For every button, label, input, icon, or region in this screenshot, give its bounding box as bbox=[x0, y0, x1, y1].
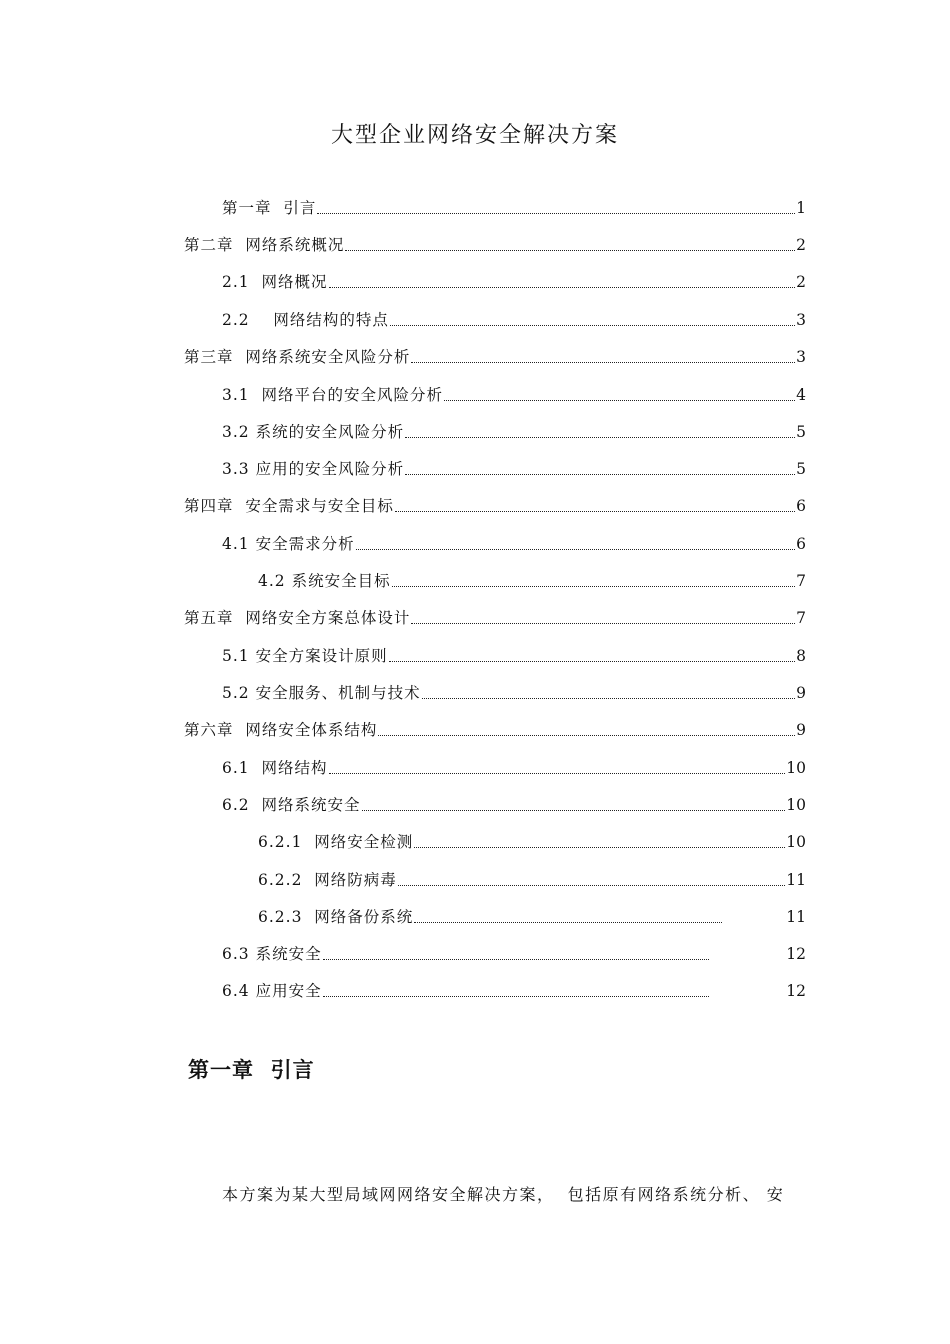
toc-dot-leader bbox=[389, 661, 796, 662]
toc-entry-label: 5.2 安全服务、机制与技术 bbox=[222, 684, 421, 702]
toc-entry-page-number: 6 bbox=[796, 535, 806, 553]
toc-entry-page-number: 12 bbox=[786, 945, 806, 963]
toc-entry-page-number: 7 bbox=[796, 609, 806, 627]
toc-dot-leader bbox=[414, 922, 722, 923]
toc-entry-label: 第三章 网络系统安全风险分析 bbox=[184, 348, 411, 366]
toc-dot-leader bbox=[323, 959, 709, 960]
toc-entry-label: 6.3 系统安全 bbox=[222, 945, 322, 963]
body-paragraph: 本方案为某大型局域网网络安全解决方案， 包括原有网络系统分析、 安 bbox=[222, 1185, 785, 1204]
toc-dot-leader bbox=[317, 213, 795, 214]
toc-entry[interactable] bbox=[184, 492, 806, 516]
toc-entry-page-number: 10 bbox=[786, 759, 806, 777]
toc-entry-page-number: 10 bbox=[786, 796, 806, 814]
toc-entry[interactable] bbox=[222, 418, 806, 442]
toc-entry-label: 6.2.2 网络防病毒 bbox=[258, 871, 397, 889]
toc-entry[interactable] bbox=[222, 381, 806, 405]
toc-entry-label: 第二章 网络系统概况 bbox=[184, 236, 345, 254]
toc-entry[interactable] bbox=[258, 903, 806, 927]
toc-dot-leader bbox=[356, 549, 796, 550]
toc-dot-leader bbox=[411, 362, 795, 363]
toc-dot-leader bbox=[444, 400, 795, 401]
toc-entry-label: 3.2 系统的安全风险分析 bbox=[222, 423, 405, 441]
toc-dot-leader bbox=[398, 885, 785, 886]
toc-dot-leader bbox=[323, 996, 709, 997]
toc-entry-page-number: 1 bbox=[796, 199, 806, 217]
toc-entry-page-number: 3 bbox=[796, 348, 806, 366]
toc-dot-leader bbox=[392, 586, 796, 587]
toc-entry-label: 5.1 安全方案设计原则 bbox=[222, 647, 388, 665]
toc-entry-label: 第六章 网络安全体系结构 bbox=[184, 721, 378, 739]
toc-dot-leader bbox=[329, 773, 786, 774]
toc-entry-label: 6.2.3 网络备份系统 bbox=[258, 908, 414, 926]
toc-dot-leader bbox=[405, 437, 795, 438]
toc-dot-leader bbox=[390, 325, 795, 326]
toc-entry[interactable] bbox=[184, 343, 806, 367]
toc-entry-page-number: 12 bbox=[786, 982, 806, 1000]
toc-entry-label: 第五章 网络安全方案总体设计 bbox=[184, 609, 411, 627]
toc-entry[interactable] bbox=[184, 604, 806, 628]
toc-dot-leader bbox=[405, 474, 795, 475]
toc-entry[interactable] bbox=[222, 977, 806, 1001]
toc-entry-label: 6.1 网络结构 bbox=[222, 759, 328, 777]
toc-entry[interactable] bbox=[258, 828, 806, 852]
toc-entry-page-number: 4 bbox=[796, 386, 806, 404]
toc-entry[interactable] bbox=[222, 268, 806, 292]
toc-dot-leader bbox=[378, 735, 795, 736]
chapter-heading: 第一章 引言 bbox=[188, 1058, 315, 1082]
document-title: 大型企业网络安全解决方案 bbox=[330, 123, 619, 148]
toc-dot-leader bbox=[395, 511, 795, 512]
toc-entry-label: 第四章 安全需求与安全目标 bbox=[184, 497, 394, 515]
toc-entry-page-number: 10 bbox=[786, 833, 806, 851]
toc-entry[interactable] bbox=[222, 306, 806, 330]
toc-entry[interactable] bbox=[222, 679, 806, 703]
toc-entry[interactable] bbox=[258, 567, 806, 591]
toc-entry-label: 4.2 系统安全目标 bbox=[258, 572, 391, 590]
toc-entry[interactable] bbox=[222, 530, 806, 554]
toc-entry[interactable] bbox=[184, 231, 806, 255]
toc-entry-page-number: 7 bbox=[796, 572, 806, 590]
toc-entry[interactable] bbox=[222, 791, 806, 815]
toc-entry-label: 6.4 应用安全 bbox=[222, 982, 322, 1000]
toc-entry[interactable] bbox=[222, 940, 806, 964]
toc-dot-leader bbox=[345, 250, 795, 251]
toc-entry-page-number: 8 bbox=[796, 647, 806, 665]
toc-entry-page-number: 2 bbox=[796, 273, 806, 291]
toc-entry-page-number: 9 bbox=[796, 721, 806, 739]
toc-entry-page-number: 11 bbox=[786, 871, 806, 889]
toc-entry-label: 第一章 引言 bbox=[222, 199, 317, 217]
toc-entry-page-number: 11 bbox=[786, 908, 806, 926]
toc-entry-page-number: 6 bbox=[796, 497, 806, 515]
toc-entry-label: 2.2 网络结构的特点 bbox=[222, 311, 389, 329]
toc-entry-page-number: 5 bbox=[796, 423, 806, 441]
toc-entry-label: 3.3 应用的安全风险分析 bbox=[222, 460, 405, 478]
toc-entry-label: 6.2 网络系统安全 bbox=[222, 796, 361, 814]
toc-entry-page-number: 3 bbox=[796, 311, 806, 329]
toc-dot-leader bbox=[411, 623, 795, 624]
toc-entry-page-number: 2 bbox=[796, 236, 806, 254]
toc-dot-leader bbox=[362, 810, 786, 811]
toc-entry[interactable] bbox=[184, 716, 806, 740]
toc-entry-label: 3.1 网络平台的安全风险分析 bbox=[222, 386, 444, 404]
toc-entry[interactable] bbox=[222, 455, 806, 479]
toc-entry-label: 4.1 安全需求分析 bbox=[222, 535, 355, 553]
toc-entry[interactable] bbox=[258, 866, 806, 890]
toc-entry-label: 6.2.1 网络安全检测 bbox=[258, 833, 414, 851]
toc-dot-leader bbox=[422, 698, 796, 699]
toc-entry-label: 2.1 网络概况 bbox=[222, 273, 328, 291]
toc-dot-leader bbox=[414, 847, 785, 848]
toc-entry-page-number: 9 bbox=[796, 684, 806, 702]
toc-entry[interactable] bbox=[222, 754, 806, 778]
toc-entry-page-number: 5 bbox=[796, 460, 806, 478]
toc-dot-leader bbox=[329, 287, 796, 288]
toc-entry[interactable] bbox=[222, 194, 806, 218]
toc-entry[interactable] bbox=[222, 642, 806, 666]
